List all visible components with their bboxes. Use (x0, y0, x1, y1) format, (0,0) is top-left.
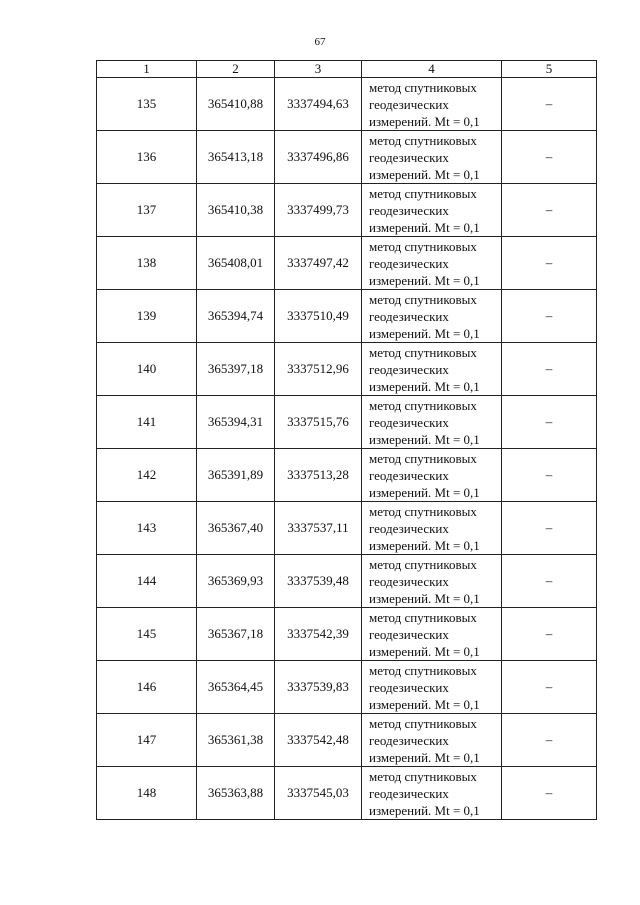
note-cell: – (502, 767, 597, 820)
y-coordinate-cell: 3337542,48 (275, 714, 362, 767)
method-line: метод спутниковых (369, 450, 477, 466)
method-cell (362, 502, 502, 555)
y-coordinate-cell: 3337496,86 (275, 131, 362, 184)
table-row (97, 714, 597, 767)
method-line: метод спутниковых (369, 238, 477, 254)
method-line: геодезических (369, 732, 449, 748)
y-coordinate-cell: 3337512,96 (275, 343, 362, 396)
method-line: геодезических (369, 96, 449, 112)
coordinates-table (96, 60, 597, 820)
x-coordinate-cell: 365394,74 (197, 290, 275, 343)
x-coordinate-cell: 365367,18 (197, 608, 275, 661)
y-coordinate-cell: 3337494,63 (275, 78, 362, 131)
x-coordinate-cell: 365410,88 (197, 78, 275, 131)
point-number-cell: 136 (97, 131, 197, 184)
method-line: геодезических (369, 679, 449, 695)
y-coordinate-cell: 3337537,11 (275, 502, 362, 555)
method-line: измерений. Mt = 0,1 (369, 431, 480, 447)
page-number: 67 (314, 36, 326, 48)
method-line: метод спутниковых (369, 503, 477, 519)
y-coordinate-cell: 3337510,49 (275, 290, 362, 343)
point-number-cell: 143 (97, 502, 197, 555)
method-line: геодезических (369, 626, 449, 642)
method-line: геодезических (369, 308, 449, 324)
x-coordinate-cell: 365413,18 (197, 131, 275, 184)
method-line: геодезических (369, 414, 449, 430)
table-row (97, 767, 597, 820)
x-coordinate-cell: 365397,18 (197, 343, 275, 396)
method-line: метод спутниковых (369, 185, 477, 201)
table-row (97, 343, 597, 396)
method-cell (362, 184, 502, 237)
point-number-cell: 147 (97, 714, 197, 767)
column-header-1: 1 (97, 61, 197, 78)
x-coordinate-cell: 365361,38 (197, 714, 275, 767)
method-line: геодезических (369, 202, 449, 218)
method-line: измерений. Mt = 0,1 (369, 590, 480, 606)
method-line: геодезических (369, 361, 449, 377)
note-cell: – (502, 608, 597, 661)
method-line: метод спутниковых (369, 291, 477, 307)
table-header (97, 61, 597, 78)
y-coordinate-cell: 3337515,76 (275, 396, 362, 449)
method-line: измерений. Mt = 0,1 (369, 325, 480, 341)
method-line: измерений. Mt = 0,1 (369, 537, 480, 553)
column-header-4: 4 (362, 61, 502, 78)
y-coordinate-cell: 3337513,28 (275, 449, 362, 502)
header-row (97, 61, 597, 78)
method-line: измерений. Mt = 0,1 (369, 378, 480, 394)
method-line: метод спутниковых (369, 397, 477, 413)
table-row (97, 502, 597, 555)
y-coordinate-cell: 3337539,48 (275, 555, 362, 608)
point-number-cell: 137 (97, 184, 197, 237)
y-coordinate-cell: 3337542,39 (275, 608, 362, 661)
note-cell: – (502, 131, 597, 184)
point-number-cell: 138 (97, 237, 197, 290)
method-cell (362, 608, 502, 661)
method-line: геодезических (369, 467, 449, 483)
table-row (97, 131, 597, 184)
note-cell: – (502, 555, 597, 608)
point-number-cell: 146 (97, 661, 197, 714)
method-line: измерений. Mt = 0,1 (369, 166, 480, 182)
table-row (97, 237, 597, 290)
point-number-cell: 140 (97, 343, 197, 396)
method-line: геодезических (369, 149, 449, 165)
point-number-cell: 141 (97, 396, 197, 449)
note-cell: – (502, 237, 597, 290)
point-number-cell: 139 (97, 290, 197, 343)
y-coordinate-cell: 3337539,83 (275, 661, 362, 714)
method-line: измерений. Mt = 0,1 (369, 113, 480, 129)
method-line: геодезических (369, 520, 449, 536)
x-coordinate-cell: 365363,88 (197, 767, 275, 820)
table-row (97, 661, 597, 714)
x-coordinate-cell: 365364,45 (197, 661, 275, 714)
point-number-cell: 148 (97, 767, 197, 820)
method-cell (362, 555, 502, 608)
x-coordinate-cell: 365367,40 (197, 502, 275, 555)
method-cell (362, 714, 502, 767)
point-number-cell: 142 (97, 449, 197, 502)
note-cell: – (502, 714, 597, 767)
table-row (97, 555, 597, 608)
method-line: метод спутниковых (369, 79, 477, 95)
method-line: измерений. Mt = 0,1 (369, 272, 480, 288)
column-header-3: 3 (275, 61, 362, 78)
table-row (97, 290, 597, 343)
table-row (97, 78, 597, 131)
x-coordinate-cell: 365408,01 (197, 237, 275, 290)
method-line: метод спутниковых (369, 662, 477, 678)
note-cell: – (502, 502, 597, 555)
method-cell (362, 131, 502, 184)
method-cell (362, 396, 502, 449)
method-line: измерений. Mt = 0,1 (369, 802, 480, 818)
method-line: метод спутниковых (369, 344, 477, 360)
method-line: геодезических (369, 573, 449, 589)
note-cell: – (502, 290, 597, 343)
y-coordinate-cell: 3337497,42 (275, 237, 362, 290)
method-line: измерений. Mt = 0,1 (369, 643, 480, 659)
y-coordinate-cell: 3337545,03 (275, 767, 362, 820)
method-cell (362, 237, 502, 290)
table-row (97, 396, 597, 449)
method-cell (362, 290, 502, 343)
x-coordinate-cell: 365391,89 (197, 449, 275, 502)
method-cell (362, 767, 502, 820)
method-line: метод спутниковых (369, 715, 477, 731)
note-cell: – (502, 396, 597, 449)
point-number-cell: 144 (97, 555, 197, 608)
method-line: измерений. Mt = 0,1 (369, 749, 480, 765)
note-cell: – (502, 78, 597, 131)
method-cell (362, 661, 502, 714)
note-cell: – (502, 184, 597, 237)
x-coordinate-cell: 365394,31 (197, 396, 275, 449)
method-line: метод спутниковых (369, 768, 477, 784)
point-number-cell: 135 (97, 78, 197, 131)
table-body (97, 78, 597, 820)
point-number-cell: 145 (97, 608, 197, 661)
method-cell (362, 78, 502, 131)
method-line: метод спутниковых (369, 132, 477, 148)
method-line: геодезических (369, 785, 449, 801)
method-cell (362, 449, 502, 502)
table-row (97, 449, 597, 502)
method-line: геодезических (369, 255, 449, 271)
note-cell: – (502, 661, 597, 714)
column-header-5: 5 (502, 61, 597, 78)
method-line: измерений. Mt = 0,1 (369, 696, 480, 712)
column-header-2: 2 (197, 61, 275, 78)
table-row (97, 184, 597, 237)
method-line: измерений. Mt = 0,1 (369, 219, 480, 235)
note-cell: – (502, 449, 597, 502)
table-row (97, 608, 597, 661)
method-line: метод спутниковых (369, 556, 477, 572)
method-cell (362, 343, 502, 396)
method-line: измерений. Mt = 0,1 (369, 484, 480, 500)
x-coordinate-cell: 365410,38 (197, 184, 275, 237)
note-cell: – (502, 343, 597, 396)
x-coordinate-cell: 365369,93 (197, 555, 275, 608)
method-line: метод спутниковых (369, 609, 477, 625)
y-coordinate-cell: 3337499,73 (275, 184, 362, 237)
